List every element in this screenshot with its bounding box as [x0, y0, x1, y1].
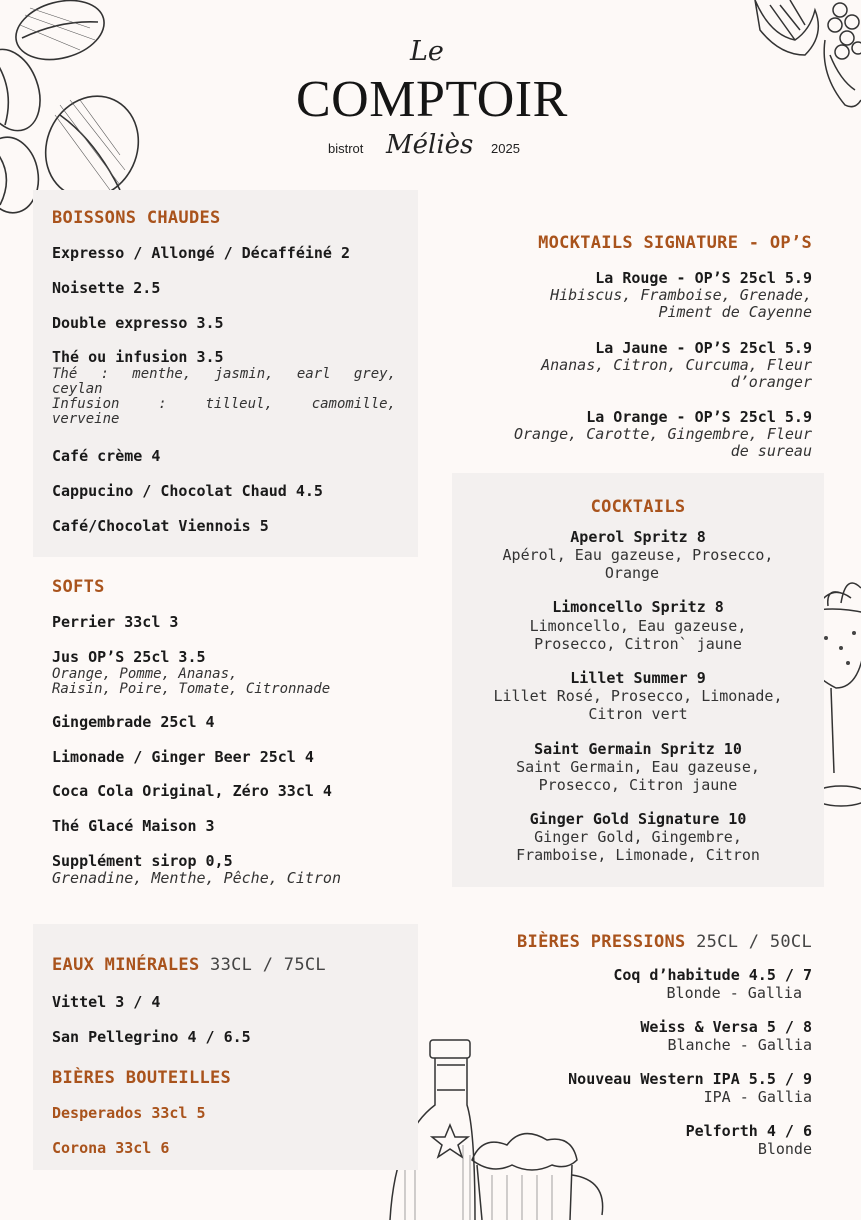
- item-la-rouge: La Rouge - OP’S 25cl 5.9: [595, 269, 812, 287]
- pressions-title-text: BIÈRES PRESSIONS: [517, 932, 686, 952]
- item-desperados: Desperados 33cl 5: [52, 1104, 206, 1122]
- item-pelforth: Pelforth 4 / 6: [685, 1122, 812, 1140]
- item-limonade: Limonade / Ginger Beer 25cl 4: [52, 748, 314, 766]
- sirop-desc: Grenadine, Menthe, Pêche, Citron: [52, 869, 341, 887]
- item-the-infusion: Thé ou infusion 3.5: [52, 348, 224, 366]
- item-noisette: Noisette 2.5: [52, 279, 161, 297]
- item-expresso: Expresso / Allongé / Décafféiné 2: [52, 244, 351, 262]
- limoncello-desc-line-2: Prosecco, Citron` jaune: [534, 635, 742, 653]
- logo-bistrot: bistrot: [328, 141, 364, 156]
- item-sirop: Supplément sirop 0,5: [52, 852, 233, 870]
- pressions-title: [517, 932, 812, 952]
- item-cappucino: Cappucino / Chocolat Chaud 4.5: [52, 482, 323, 500]
- item-la-orange: La Orange - OP’S 25cl 5.9: [586, 408, 812, 426]
- item-vittel: Vittel 3 / 4: [52, 993, 161, 1011]
- eaux-sizes: 33CL / 75CL: [210, 955, 326, 975]
- item-jus: Jus OP’S 25cl 3.5: [52, 648, 206, 666]
- item-weiss: Weiss & Versa 5 / 8: [640, 1018, 812, 1036]
- logo-le: Le: [410, 36, 444, 67]
- item-corona: Corona 33cl 6: [52, 1139, 170, 1157]
- jaune-desc-line-2: d’oranger: [730, 373, 812, 391]
- grape-leaves-illustration: [750, 0, 861, 115]
- aperol-desc-line-1: Apérol, Eau gazeuse, Prosecco,: [502, 546, 774, 564]
- aperol-desc-line-2: Orange: [604, 564, 660, 582]
- item-la-jaune: La Jaune - OP’S 25cl 5.9: [595, 339, 812, 357]
- jus-desc-line-2: Raisin, Poire, Tomate, Citronnade: [52, 681, 331, 697]
- weiss-desc: Blanche - Gallia: [667, 1036, 812, 1054]
- softs-title: SOFTS: [52, 577, 105, 597]
- beer-mug-illustration: [462, 1130, 612, 1220]
- lillet-desc-line-2: Citron vert: [588, 705, 688, 723]
- jaune-desc-line-1: Ananas, Citron, Curcuma, Fleur: [541, 356, 812, 374]
- boissons-chaudes-title: BOISSONS CHAUDES: [52, 208, 221, 228]
- item-gingembrade: Gingembrade 25cl 4: [52, 713, 215, 731]
- item-western: Nouveau Western IPA 5.5 / 9: [568, 1070, 812, 1088]
- the-desc-line-1: Thé : menthe, jasmin, earl grey,: [52, 366, 396, 382]
- limoncello-desc-line-1: Limoncello, Eau gazeuse,: [529, 617, 747, 635]
- ginger-desc-line-2: Framboise, Limonade, Citron: [516, 846, 760, 864]
- item-aperol: Aperol Spritz 8: [570, 528, 706, 546]
- item-the-glace: Thé Glacé Maison 3: [52, 817, 215, 835]
- item-limoncello: Limoncello Spritz 8: [552, 598, 724, 616]
- item-perrier: Perrier 33cl 3: [52, 613, 179, 631]
- infusion-desc-line-1: Infusion : tilleul, camomille,: [52, 396, 396, 412]
- western-desc: IPA - Gallia: [703, 1088, 812, 1106]
- rouge-desc-line-1: Hibiscus, Framboise, Grenade,: [550, 286, 812, 304]
- saint-germain-desc-line-1: Saint Germain, Eau gazeuse,: [516, 758, 760, 776]
- cocktails-title: COCKTAILS: [590, 497, 686, 517]
- item-saint-germain: Saint Germain Spritz 10: [534, 740, 742, 758]
- item-coq: Coq d’habitude 4.5 / 7: [613, 966, 812, 984]
- mocktails-title: MOCKTAILS SIGNATURE - OP’S: [538, 233, 812, 253]
- infusion-desc-line-2: verveine: [52, 411, 120, 427]
- pressions-sizes: 25CL / 50CL: [696, 932, 812, 952]
- logo-script: Méliès: [386, 130, 474, 160]
- ginger-desc-line-1: Ginger Gold, Gingembre,: [534, 828, 742, 846]
- logo-year: 2025: [491, 141, 520, 156]
- rouge-desc-line-2: Piment de Cayenne: [658, 303, 812, 321]
- coq-desc: Blonde - Gallia: [666, 984, 802, 1002]
- pelforth-desc: Blonde: [757, 1140, 812, 1158]
- the-desc-line-2: ceylan: [52, 381, 103, 397]
- lillet-desc-line-1: Lillet Rosé, Prosecco, Limonade,: [493, 687, 783, 705]
- item-double-expresso: Double expresso 3.5: [52, 314, 224, 332]
- eaux-title: [52, 955, 326, 975]
- bieres-bouteilles-title: BIÈRES BOUTEILLES: [52, 1068, 232, 1088]
- item-pellegrino: San Pellegrino 4 / 6.5: [52, 1028, 251, 1046]
- item-cafe-creme: Café crème 4: [52, 447, 161, 465]
- eaux-title-text: EAUX MINÉRALES: [52, 955, 200, 975]
- saint-germain-desc-line-2: Prosecco, Citron jaune: [538, 776, 738, 794]
- orange-desc-line-2: de sureau: [730, 442, 812, 460]
- coffee-beans-illustration: [0, 0, 150, 215]
- item-coca: Coca Cola Original, Zéro 33cl 4: [52, 782, 332, 800]
- logo-title: COMPTOIR: [296, 71, 568, 128]
- item-lillet: Lillet Summer 9: [570, 669, 706, 687]
- jus-desc-line-1: Orange, Pomme, Ananas,: [52, 666, 238, 682]
- orange-desc-line-1: Orange, Carotte, Gingembre, Fleur: [513, 425, 812, 443]
- item-viennois: Café/Chocolat Viennois 5: [52, 517, 269, 535]
- item-ginger-gold: Ginger Gold Signature 10: [529, 810, 747, 828]
